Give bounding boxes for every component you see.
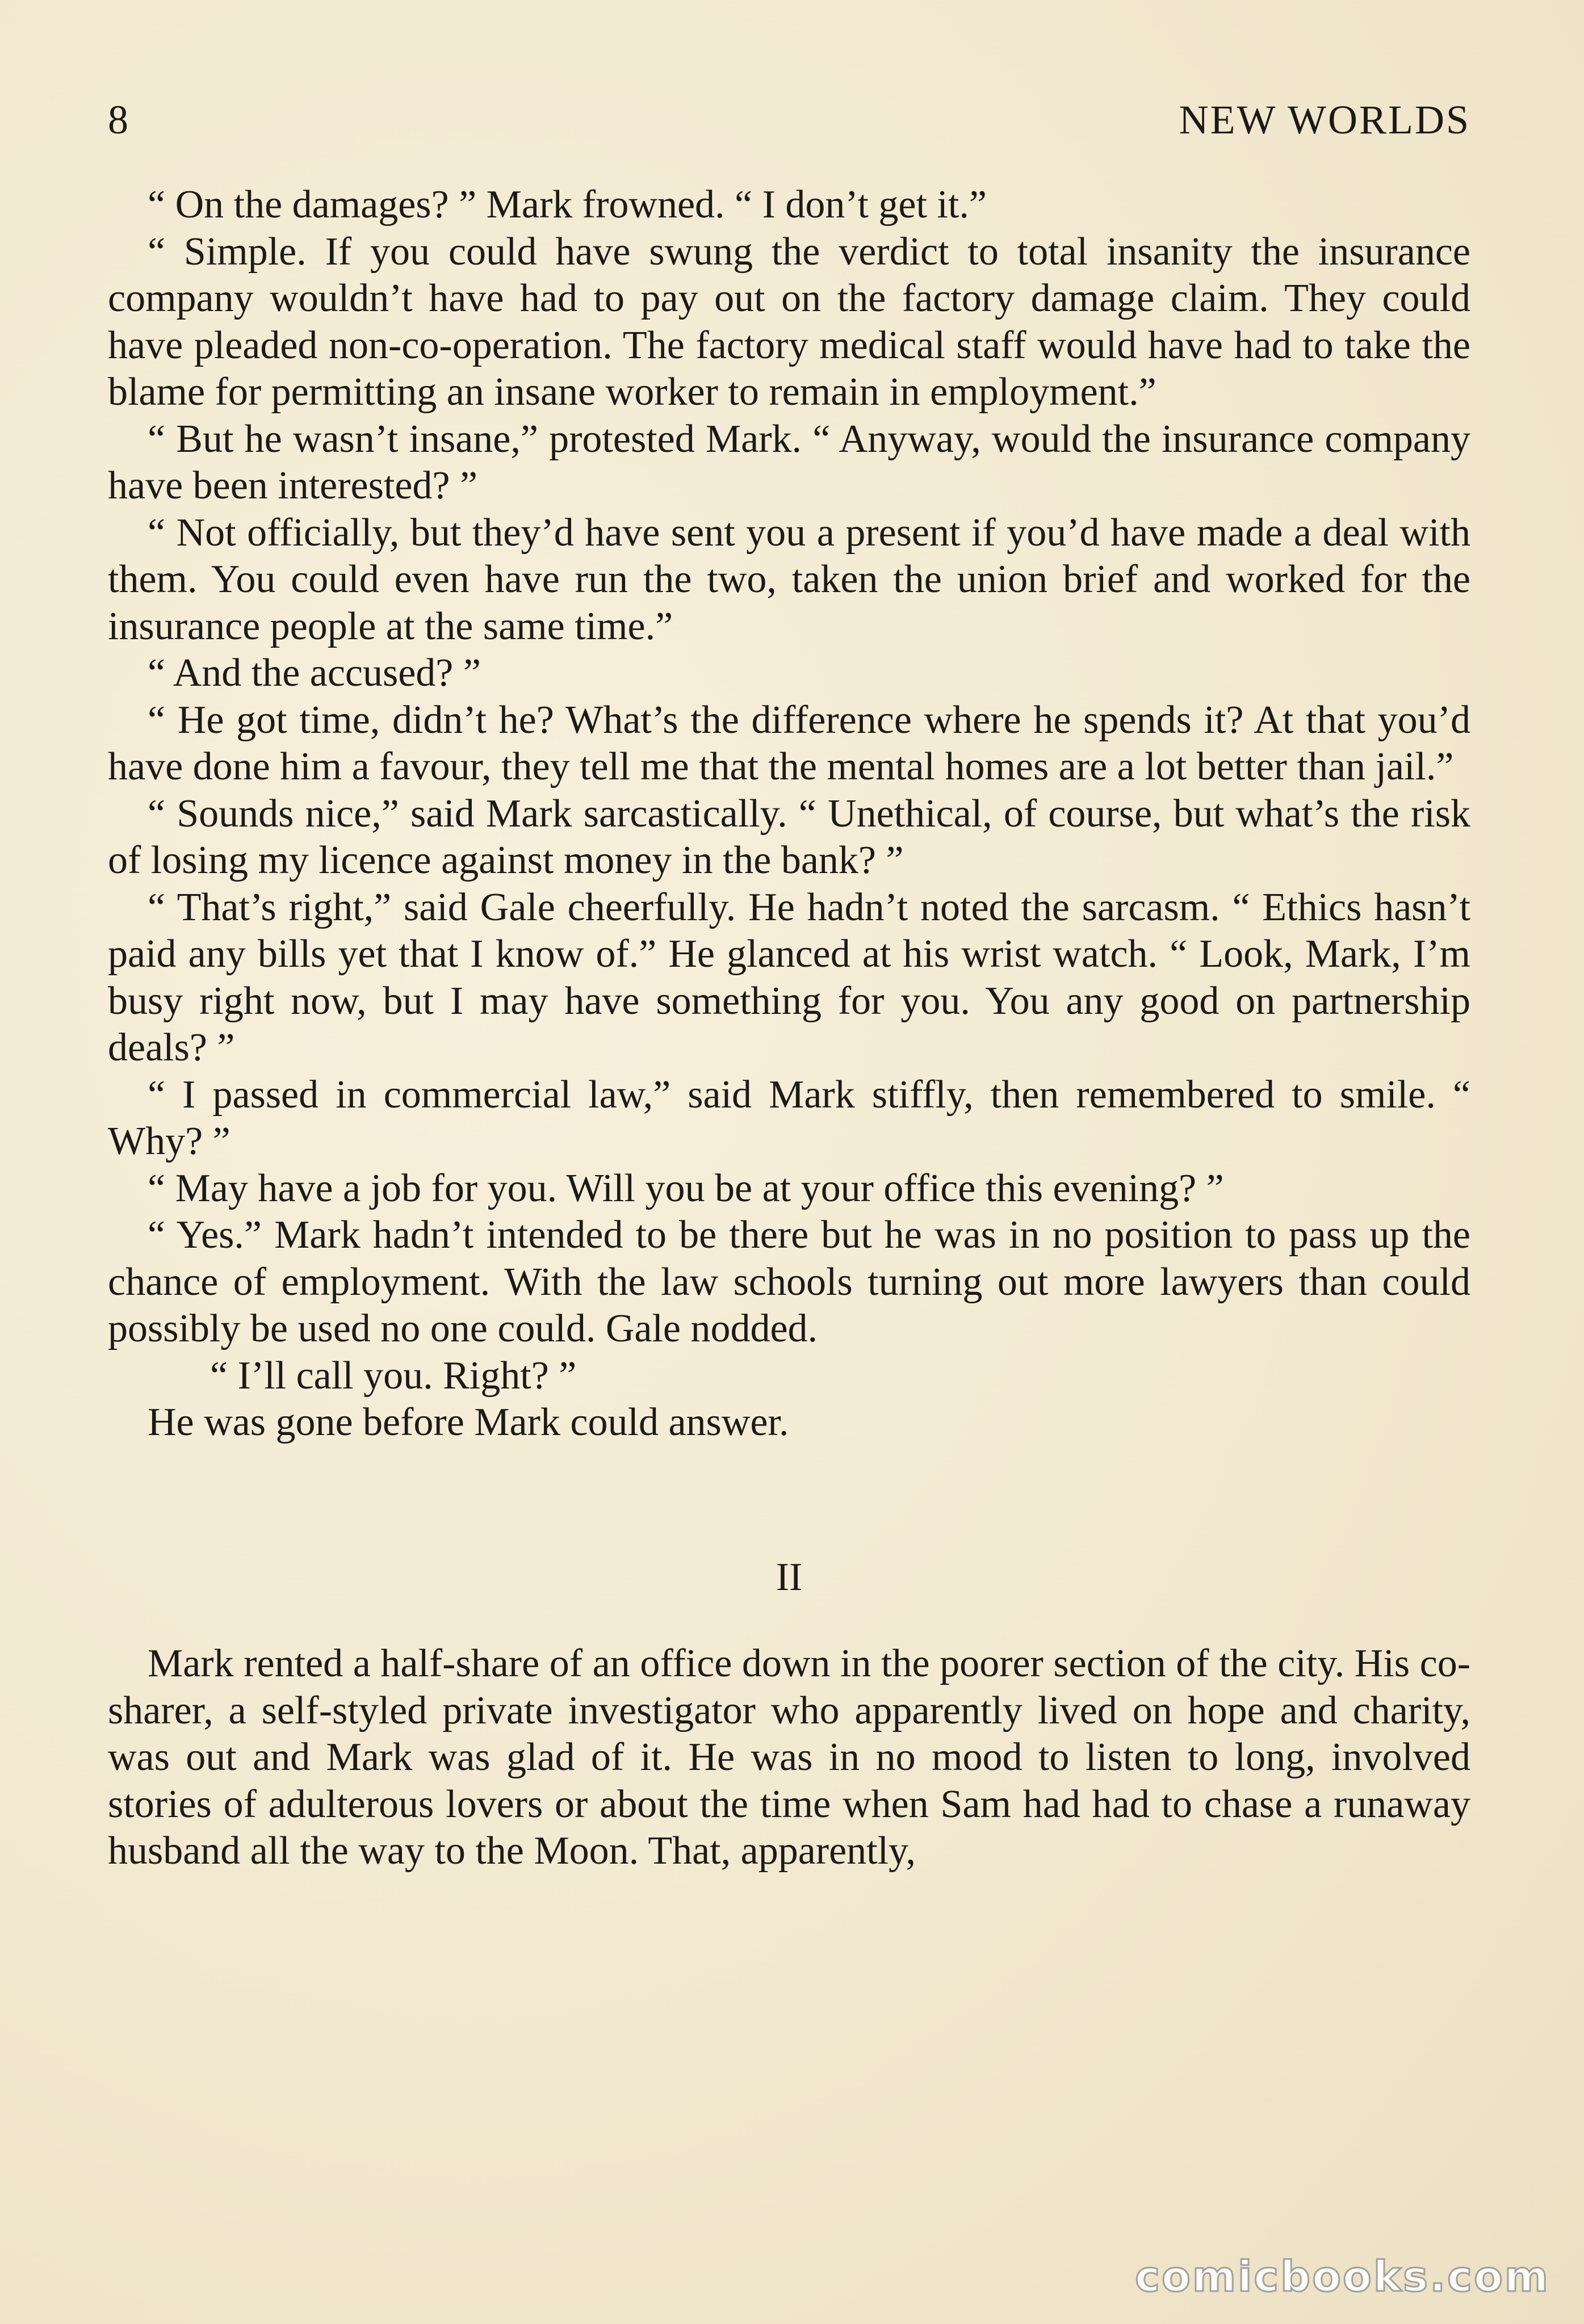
page-number: 8 bbox=[108, 97, 129, 142]
paragraph: “ Yes.” Mark hadn’t intended to be there but he was in no position to pass up the chance of employment. With the law schools turning out more lawyers than could possibly be used no one could. Gale nodded. bbox=[108, 1213, 1470, 1350]
paragraph: “ That’s right,” said Gale cheerfully. He hadn’t noted the sarcasm. “ Ethics hasn’t paid any bills yet that I know of.” He glanced at his wrist watch. “ Look, Mark, I’m busy right now, but I may have something for you. You any good on partnership deals? ” bbox=[108, 885, 1470, 1069]
watermark: comicbooks.com bbox=[1135, 2252, 1550, 2301]
paragraph-gone: He was gone before Mark could answer. bbox=[148, 1400, 789, 1444]
running-title: NEW WORLDS bbox=[1179, 97, 1470, 142]
section-heading: II bbox=[776, 1555, 803, 1599]
paragraph: “ Not officially, but they’d have sent you a present if you’d have made a deal with them. You could even have run the two, taken the union brief and worked for the insurance people at the same time.” bbox=[108, 510, 1470, 648]
paragraph: “ Sounds nice,” said Mark sarcastically. “ Unethical, of course, but what’s the risk of losing my licence against money in the bank? ” bbox=[108, 791, 1470, 882]
paragraph: “ He got time, didn’t he? What’s the difference where he spends it? At that you’d have done him a favour, they tell me that the mental homes are a lot better than jail.” bbox=[108, 698, 1470, 788]
paragraph: “ But he wasn’t insane,” protested Mark. “ Anyway, would the insurance company have been interested? ” bbox=[108, 417, 1470, 507]
paragraph: “ I passed in commercial law,” said Mark stiffly, then remembered to smile. “ Why? ” bbox=[108, 1072, 1470, 1163]
paragraph-call: “ I’ll call you. Right? ” bbox=[210, 1353, 577, 1398]
book-page bbox=[108, 97, 1470, 1875]
paragraph: “ On the damages? ” Mark frowned. “ I don’t get it.” bbox=[148, 183, 987, 226]
paragraph: “ And the accused? ” bbox=[148, 651, 481, 695]
paragraph-section2: Mark rented a half-share of an office down in the poorer section of the city. His co-sharer, a self-styled private investigator who apparently lived on hope and charity, was out and Mark was glad of it. He was in no mood to listen to long, involved stories of adulterous lovers or about the time when Sam had had to chase a runaway husband all the way to the Moon. That, apparently, bbox=[108, 1642, 1470, 1873]
paragraph: “ Simple. If you could have swung the verdict to total insanity the insurance company wouldn’t have had to pay out on the factory damage claim. They could have pleaded non-co-operation. The factory medical staff would have had to take the blame for permitting an insane worker to remain in employment.” bbox=[108, 229, 1470, 414]
page-header bbox=[108, 97, 1470, 153]
paragraph: “ May have a job for you. Will you be at your office this evening? ” bbox=[148, 1166, 1224, 1210]
body-text bbox=[108, 182, 1470, 1875]
